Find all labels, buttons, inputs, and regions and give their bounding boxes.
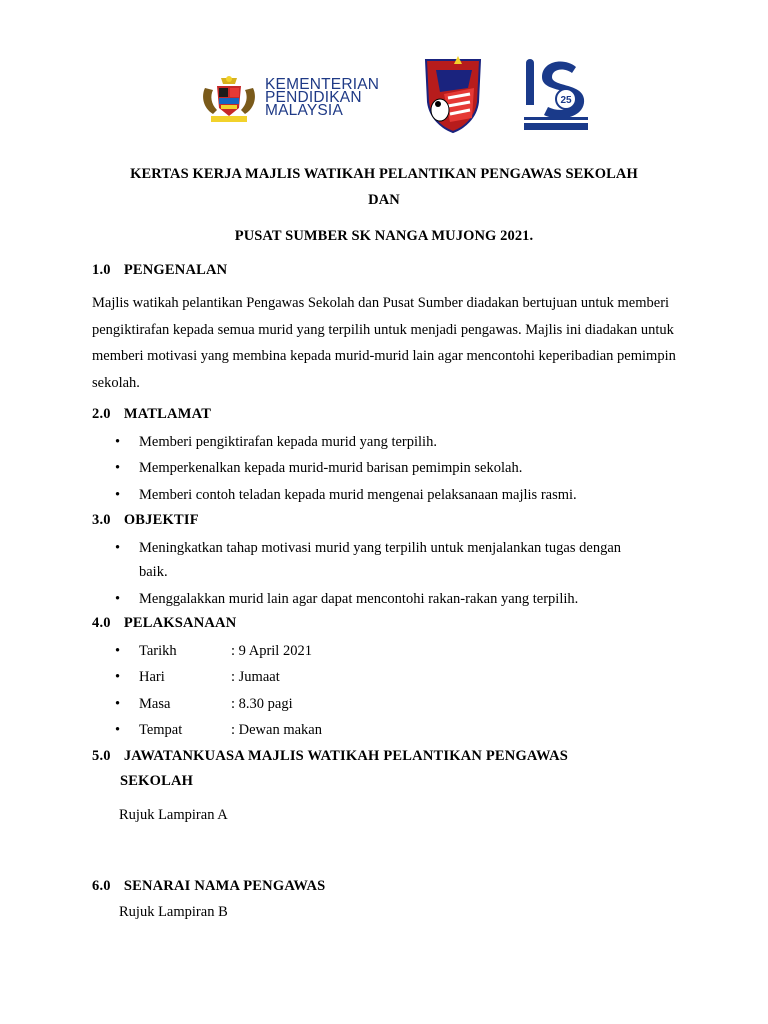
prefect-emblem-logo [418,52,488,134]
section-6-title: SENARAI NAMA PENGAWAS [123,878,326,894]
detail-value-tempat: : Dewan makan [231,722,322,738]
section-3-title: OBJEKTIF [123,512,199,528]
coat-of-arms-logo [199,74,259,124]
ministry-line1: KEMENTERIAN [265,76,380,93]
section-3-number: 3.0 [92,512,111,528]
section-2-title: MATLAMAT [123,406,212,422]
bullet-icon: • [115,643,121,659]
section-1-title: PENGENALAN [123,262,228,278]
objektif-item-1-cont: baik. [139,564,168,580]
ministry-line2: PENDIDIKAN [265,89,362,106]
detail-value-masa: : 8.30 pagi [231,696,293,712]
bullet-icon: • [115,669,121,685]
document-title-line2: DAN [368,192,400,208]
section-3-heading [92,512,199,529]
detail-label-hari: Hari [139,669,165,685]
document-title-line3: PUSAT SUMBER SK NANGA MUJONG 2021. [234,228,534,244]
section-2-number: 2.0 [92,406,111,422]
bullet-icon: • [115,696,121,712]
section-5-heading [92,748,568,765]
section-6-heading [92,878,325,895]
anniversary-25-logo [520,57,592,133]
matlamat-item-2: Memperkenalkan kepada murid-murid barisan pemimpin sekolah. [139,460,523,476]
matlamat-item-3: Memberi contoh teladan kepada murid mengenai pelaksanaan majlis rasmi. [139,487,577,503]
anniversary-number: 25 [560,95,572,106]
ministry-line3: MALAYSIA [265,102,343,119]
bullet-icon: • [115,722,121,738]
section-5-title: JAWATANKUASA MAJLIS WATIKAH PELANTIKAN PENGAWAS [123,748,569,764]
bullet-icon: • [115,540,121,556]
detail-label-tempat: Tempat [139,722,183,738]
detail-value-hari: : Jumaat [231,669,280,685]
section-4-heading [92,615,236,632]
section-6-reference: Rujuk Lampiran B [119,904,228,920]
bullet-icon: • [115,591,121,607]
bullet-icon: • [115,487,121,503]
objektif-item-1: Meningkatkan tahap motivasi murid yang terpilih untuk menjalankan tugas dengan [139,540,622,556]
section-1-paragraph: Majlis watikah pelantikan Pengawas Sekolah dan Pusat Sumber diadakan bertujuan untuk memberi pengiktirafan kepada semua murid yang terpilih untuk menjadi pengawas. Majlis ini diadakan untuk memberi motivasi yang membina kepada murid-murid lain agar mencontohi keperibadian pemimpin sekolah. [92,295,676,391]
section-2-heading [92,406,211,423]
section-6-number: 6.0 [92,878,111,894]
section-4-number: 4.0 [92,615,111,631]
objektif-item-2: Menggalakkan murid lain agar dapat mencontohi rakan-rakan yang terpilih. [139,591,579,607]
bullet-icon: • [115,434,121,450]
ministry-wordmark [265,78,379,117]
section-5-reference: Rujuk Lampiran A [119,807,228,823]
detail-value-tarikh: : 9 April 2021 [231,643,312,659]
section-4-title: PELAKSANAAN [123,615,237,631]
detail-label-masa: Masa [139,696,171,712]
section-5-number: 5.0 [92,748,111,764]
bullet-icon: • [115,460,121,476]
detail-label-tarikh: Tarikh [139,643,177,659]
section-1-number: 1.0 [92,262,111,278]
matlamat-item-1: Memberi pengiktirafan kepada murid yang terpilih. [139,434,437,450]
section-5-title-line2: SEKOLAH [120,773,194,789]
document-title-line1: KERTAS KERJA MAJLIS WATIKAH PELANTIKAN PENGAWAS SEKOLAH [130,166,638,182]
section-1-heading [92,262,227,279]
logo-row [0,52,768,134]
